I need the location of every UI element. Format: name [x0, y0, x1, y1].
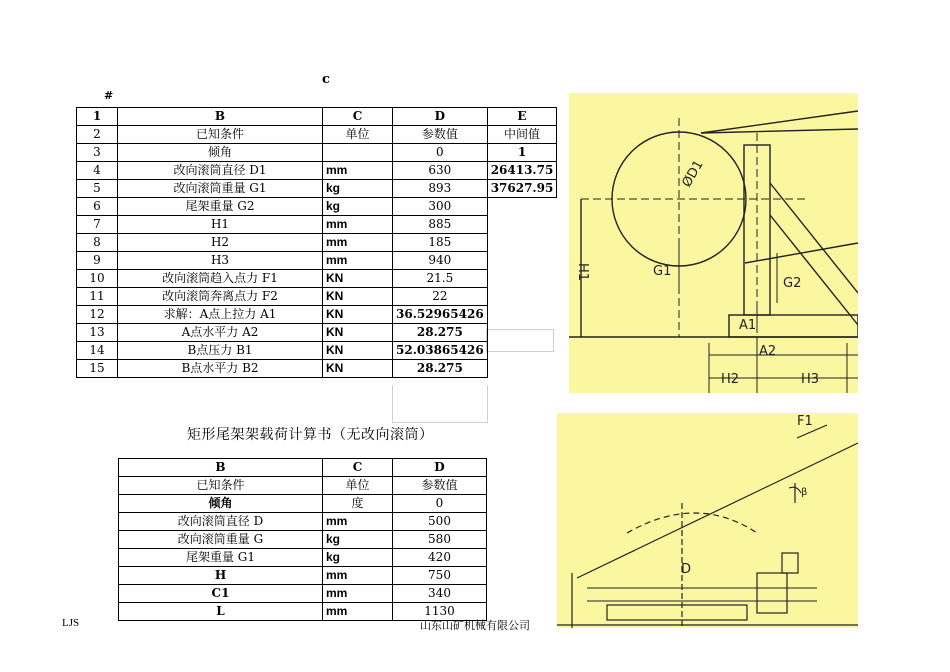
row-number: 13 — [77, 324, 118, 342]
param-unit: KN — [323, 306, 393, 324]
tail-frame-drawing — [569, 93, 858, 393]
param-value: 750 — [393, 567, 487, 585]
row-number: 15 — [77, 360, 118, 378]
param-value: 参数值 — [393, 477, 487, 495]
param-value: 52.03865426 — [393, 342, 488, 360]
column-header: C — [323, 108, 393, 126]
param-unit: mm — [323, 234, 393, 252]
label-beta: β — [801, 487, 808, 498]
table-header-row — [119, 459, 487, 477]
label-d: D — [681, 562, 692, 577]
intermediate-value: 1 — [487, 144, 557, 162]
table-row — [119, 531, 487, 549]
intermediate-value — [487, 270, 557, 288]
load-calc-table — [76, 107, 557, 378]
param-label: A点水平力 A2 — [118, 324, 323, 342]
param-unit — [323, 144, 393, 162]
param-label: B点压力 B1 — [118, 342, 323, 360]
param-label: H — [119, 567, 323, 585]
intermediate-value — [487, 360, 557, 378]
row-number: 9 — [77, 252, 118, 270]
row-number: 14 — [77, 342, 118, 360]
param-unit: 单位 — [323, 477, 393, 495]
table-row — [77, 360, 557, 378]
param-unit: kg — [323, 180, 393, 198]
table-row — [77, 144, 557, 162]
label-f1: F1 — [797, 414, 813, 429]
param-label: 改向滚筒重量 G1 — [118, 180, 323, 198]
row-number: 8 — [77, 234, 118, 252]
table-row — [77, 216, 557, 234]
param-unit: KN — [323, 342, 393, 360]
param-label: 改向滚筒趋入点力 F1 — [118, 270, 323, 288]
label-h2: H2 — [721, 372, 740, 387]
param-label: 已知条件 — [119, 477, 323, 495]
param-value: 185 — [393, 234, 488, 252]
param-label: 改向滚筒重量 G — [119, 531, 323, 549]
intermediate-value: 37627.95 — [487, 180, 557, 198]
table-row — [77, 126, 557, 144]
ghost-cell — [392, 385, 488, 423]
row-number: 1 — [77, 108, 118, 126]
author-initials: LJS — [62, 617, 80, 629]
row-number: 10 — [77, 270, 118, 288]
param-value: 1130 — [393, 603, 487, 621]
param-label: 倾角 — [118, 144, 323, 162]
param-value: 28.275 — [393, 324, 488, 342]
param-label: L — [119, 603, 323, 621]
param-label: 已知条件 — [118, 126, 323, 144]
param-label: 改向滚筒直径 D — [119, 513, 323, 531]
frame-load-table — [118, 458, 487, 621]
intermediate-value — [487, 306, 557, 324]
intermediate-value: 中间值 — [487, 126, 557, 144]
param-label: 改向滚筒直径 D1 — [118, 162, 323, 180]
intermediate-value — [487, 252, 557, 270]
param-label: H2 — [118, 234, 323, 252]
intermediate-value — [487, 288, 557, 306]
param-unit: 单位 — [323, 126, 393, 144]
param-value: 36.52965426 — [393, 306, 488, 324]
param-label: 倾角 — [119, 495, 323, 513]
table-row — [119, 477, 487, 495]
frame-drawing-2 — [557, 413, 858, 628]
param-label: 尾架重量 G2 — [118, 198, 323, 216]
label-h3: H3 — [801, 372, 820, 387]
param-unit: KN — [323, 270, 393, 288]
param-value: 893 — [393, 180, 488, 198]
table-row — [119, 585, 487, 603]
param-value: 580 — [393, 531, 487, 549]
intermediate-value — [487, 234, 557, 252]
label-g2: G2 — [783, 276, 802, 291]
param-value: 参数值 — [393, 126, 488, 144]
column-header: C — [323, 459, 393, 477]
label-a1: A1 — [739, 318, 757, 333]
param-unit: kg — [323, 198, 393, 216]
param-unit: mm — [323, 252, 393, 270]
label-a2: A2 — [759, 344, 777, 359]
intermediate-value: 26413.75 — [487, 162, 557, 180]
row-number: 11 — [77, 288, 118, 306]
param-value: 500 — [393, 513, 487, 531]
column-header: D — [393, 108, 488, 126]
column-header: B — [118, 108, 323, 126]
param-unit: KN — [323, 324, 393, 342]
param-label: H3 — [118, 252, 323, 270]
tail-frame-diagram — [569, 93, 858, 393]
param-value: 300 — [393, 198, 488, 216]
table-row — [77, 306, 557, 324]
row-number: 3 — [77, 144, 118, 162]
label-h1: H1 — [575, 263, 590, 282]
param-value: 0 — [393, 495, 487, 513]
diagram-labels — [575, 158, 819, 387]
param-value: 630 — [393, 162, 488, 180]
table-row — [77, 180, 557, 198]
param-unit: kg — [323, 531, 393, 549]
param-unit: kg — [323, 549, 393, 567]
row-number: 6 — [77, 198, 118, 216]
table-header-row — [77, 108, 557, 126]
table-row — [77, 162, 557, 180]
param-value: 420 — [393, 549, 487, 567]
row-number: 12 — [77, 306, 118, 324]
param-unit: KN — [323, 288, 393, 306]
param-value: 28.275 — [393, 360, 488, 378]
param-label: 求解：A点上拉力 A1 — [118, 306, 323, 324]
param-unit: mm — [323, 162, 393, 180]
param-label: C1 — [119, 585, 323, 603]
frame-diagram-2 — [557, 413, 858, 628]
param-unit: mm — [323, 603, 393, 621]
table-row — [77, 234, 557, 252]
table-row — [77, 198, 557, 216]
intermediate-value — [487, 216, 557, 234]
intermediate-value — [487, 198, 557, 216]
param-value: 21.5 — [393, 270, 488, 288]
company-name: 山东山矿机械有限公司 — [420, 619, 530, 632]
param-value: 340 — [393, 585, 487, 603]
param-label: 改向滚筒奔离点力 F2 — [118, 288, 323, 306]
param-unit: 度 — [323, 495, 393, 513]
param-unit: mm — [323, 585, 393, 603]
param-value: 885 — [393, 216, 488, 234]
column-header: B — [119, 459, 323, 477]
row-number: 2 — [77, 126, 118, 144]
param-unit: mm — [323, 513, 393, 531]
column-marker-c: c — [322, 72, 330, 87]
label-d1: ØD1 — [679, 157, 707, 190]
param-unit: KN — [323, 360, 393, 378]
hash-marker: # — [104, 89, 114, 102]
column-header: E — [487, 108, 557, 126]
table-row — [119, 549, 487, 567]
param-label: H1 — [118, 216, 323, 234]
label-g1: G1 — [653, 264, 672, 279]
table-row — [119, 567, 487, 585]
table-row — [119, 513, 487, 531]
table-row — [77, 288, 557, 306]
table-row — [77, 342, 557, 360]
param-label: 尾架重量 G1 — [119, 549, 323, 567]
param-value: 0 — [393, 144, 488, 162]
param-value: 940 — [393, 252, 488, 270]
param-value: 22 — [393, 288, 488, 306]
section-title: 矩形尾架架载荷计算书（无改向滚筒） — [187, 427, 434, 443]
param-unit: mm — [323, 216, 393, 234]
row-number: 7 — [77, 216, 118, 234]
table-row — [77, 270, 557, 288]
param-label: B点水平力 B2 — [118, 360, 323, 378]
column-header: D — [393, 459, 487, 477]
param-unit: mm — [323, 567, 393, 585]
intermediate-value — [487, 324, 557, 342]
table-row — [77, 252, 557, 270]
table-row — [77, 324, 557, 342]
intermediate-value — [487, 342, 557, 360]
row-number: 4 — [77, 162, 118, 180]
table-row — [119, 495, 487, 513]
row-number: 5 — [77, 180, 118, 198]
